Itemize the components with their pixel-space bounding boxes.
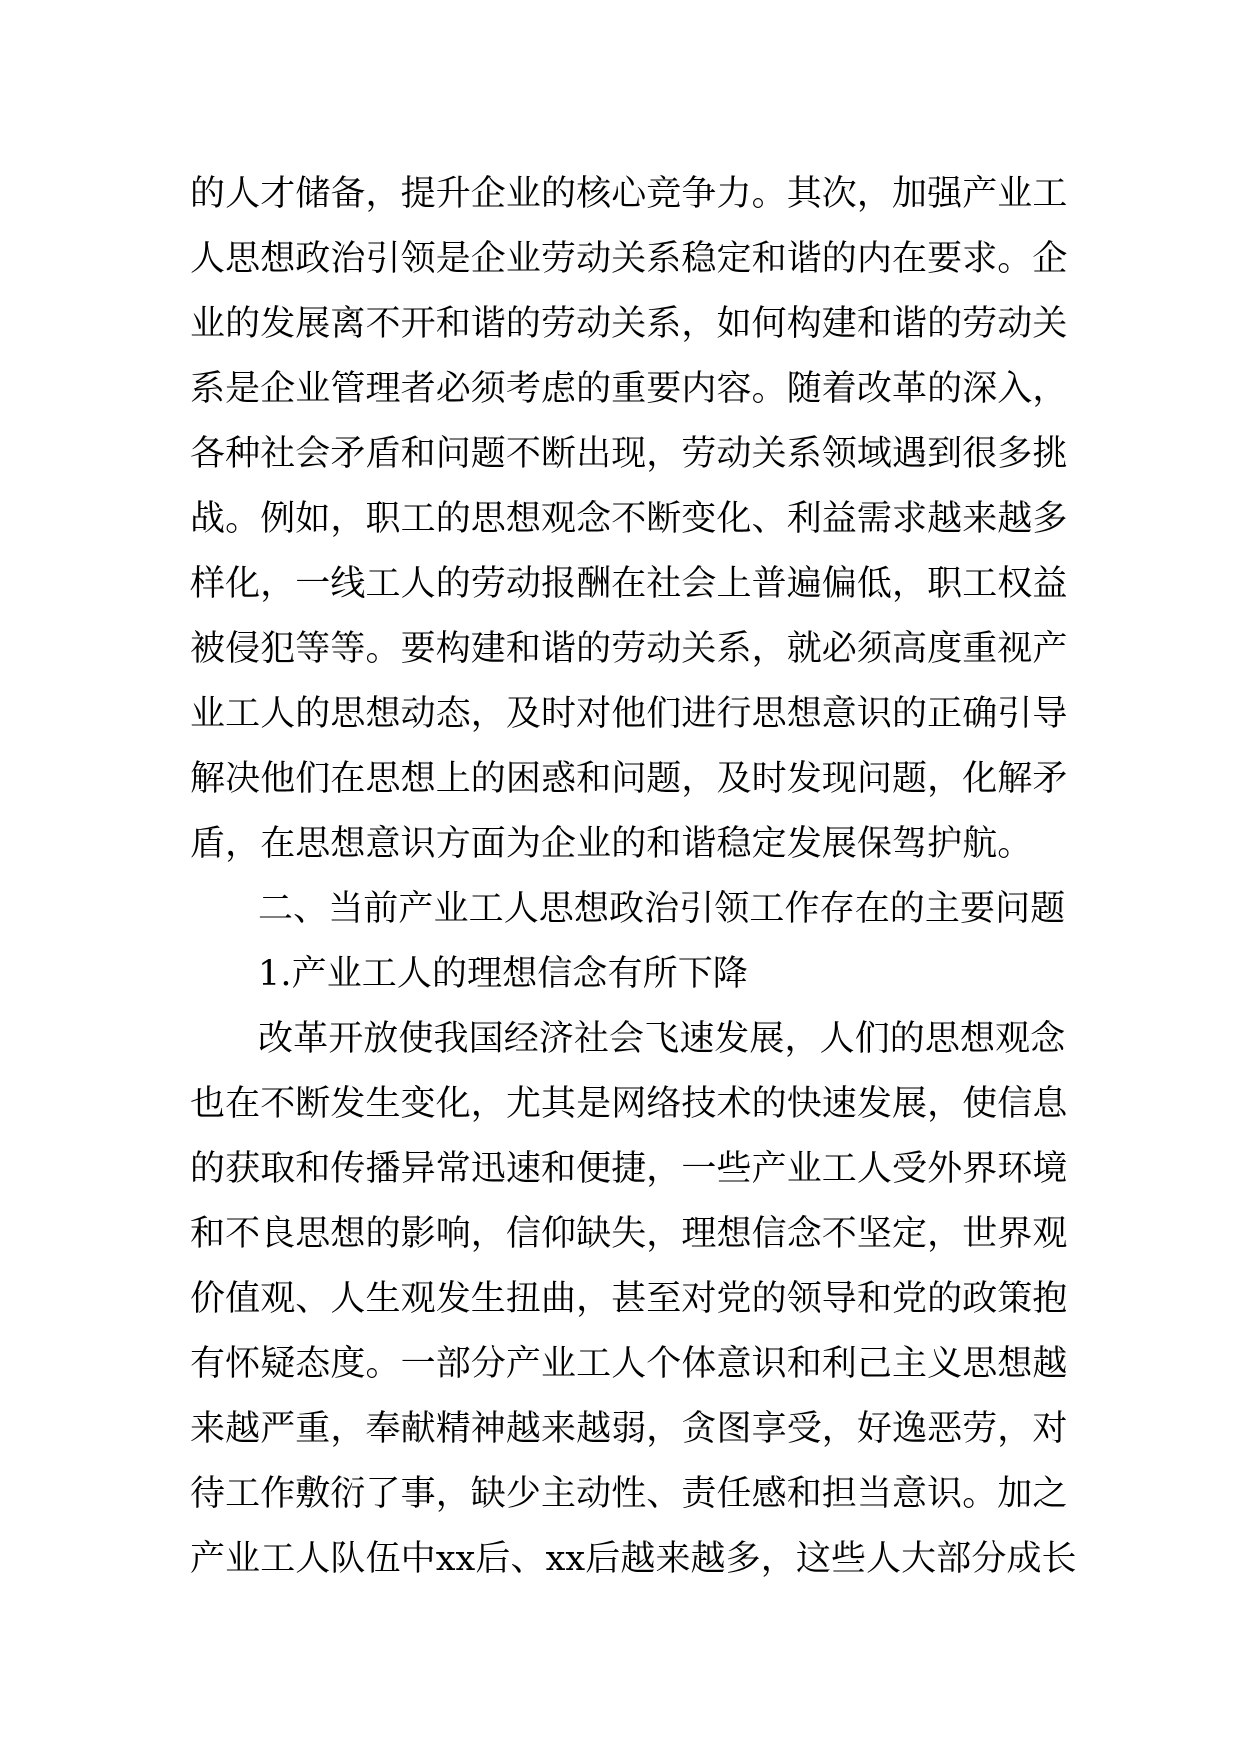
text-line: 也在不断发生变化，尤其是网络技术的快速发展，使信息 bbox=[190, 1084, 1068, 1124]
text-line: 和不良思想的影响，信仰缺失，理想信念不坚定，世界观 bbox=[190, 1214, 1068, 1254]
text-line: 盾，在思想意识方面为企业的和谐稳定发展保驾护航。 bbox=[190, 824, 1033, 864]
text-line: 的获取和传播异常迅速和便捷，一些产业工人受外界环境 bbox=[190, 1149, 1068, 1189]
text-line: 待工作敷衍了事，缺少主动性、责任感和担当意识。加之 bbox=[190, 1474, 1068, 1514]
text-line: 产业工人队伍中xx后、xx后越来越多，这些人大部分成长 bbox=[190, 1539, 1077, 1579]
text-line: 的人才储备，提升企业的核心竞争力。其次，加强产业工 bbox=[190, 174, 1068, 214]
text-line: 改革开放使我国经济社会飞速发展，人们的思想观念 bbox=[258, 1019, 1066, 1059]
section-heading: 二、当前产业工人思想政治引领工作存在的主要问题 bbox=[258, 889, 1066, 929]
text-line: 样化，一线工人的劳动报酬在社会上普遍偏低，职工权益 bbox=[190, 564, 1068, 604]
text-line: 系是企业管理者必须考虑的重要内容。随着改革的深入， bbox=[190, 369, 1068, 409]
text-line: 战。例如，职工的思想观念不断变化、利益需求越来越多 bbox=[190, 499, 1068, 539]
text-line: 被侵犯等等。要构建和谐的劳动关系，就必须高度重视产 bbox=[190, 629, 1068, 669]
text-line: 价值观、人生观发生扭曲，甚至对党的领导和党的政策抱 bbox=[190, 1279, 1068, 1319]
text-line: 业工人的思想动态，及时对他们进行思想意识的正确引导 bbox=[190, 694, 1068, 734]
text-line: 有怀疑态度。一部分产业工人个体意识和利己主义思想越 bbox=[190, 1344, 1068, 1384]
text-line: 人思想政治引领是企业劳动关系稳定和谐的内在要求。企 bbox=[190, 239, 1068, 279]
subsection-heading: 1.产业工人的理想信念有所下降 bbox=[258, 954, 748, 994]
text-line: 来越严重，奉献精神越来越弱，贪图享受，好逸恶劳，对 bbox=[190, 1409, 1068, 1449]
text-line: 业的发展离不开和谐的劳动关系，如何构建和谐的劳动关 bbox=[190, 304, 1068, 344]
body-text bbox=[190, 162, 1077, 1592]
text-line: 各种社会矛盾和问题不断出现，劳动关系领域遇到很多挑 bbox=[190, 434, 1068, 474]
text-line: 解决他们在思想上的困惑和问题，及时发现问题，化解矛 bbox=[190, 759, 1068, 799]
